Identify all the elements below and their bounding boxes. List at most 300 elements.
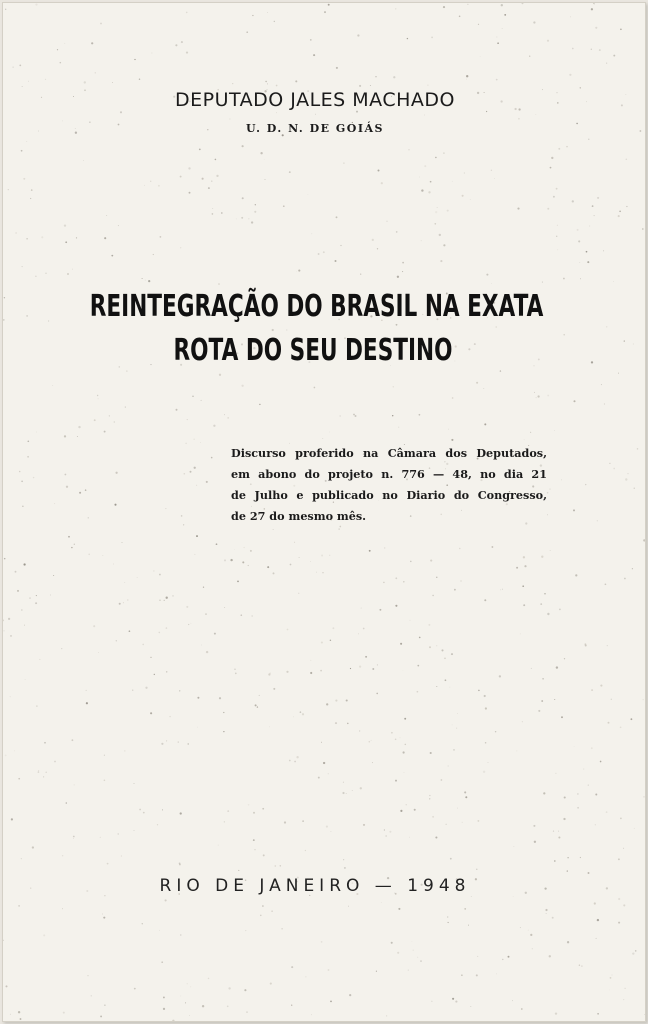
paper-speck <box>567 857 568 858</box>
paper-speck <box>599 49 601 51</box>
paper-speck <box>142 644 144 646</box>
paper-speck <box>435 836 437 838</box>
paper-speck <box>298 593 299 594</box>
paper-speck <box>190 987 191 988</box>
paper-speck <box>179 690 180 691</box>
paper-speck <box>310 39 312 41</box>
paper-speck <box>556 188 558 190</box>
paper-speck <box>305 850 306 851</box>
paper-speck <box>557 225 558 226</box>
paper-speck <box>604 404 605 405</box>
speech-note-line-4: de 27 do mesmo mês. <box>231 509 367 523</box>
paper-speck <box>255 704 257 706</box>
speech-note <box>231 443 547 527</box>
paper-speck <box>554 860 556 862</box>
paper-speck <box>358 634 359 635</box>
paper-speck <box>452 998 454 1000</box>
paper-speck <box>158 185 160 187</box>
paper-speck <box>196 485 197 486</box>
paper-speck <box>139 78 140 79</box>
paper-speck <box>336 67 338 69</box>
paper-speck <box>159 600 160 601</box>
paper-speck <box>485 742 487 744</box>
paper-speck <box>491 546 493 548</box>
paper-speck <box>36 431 37 432</box>
paper-speck <box>355 415 357 417</box>
paper-speck <box>494 178 495 179</box>
paper-speck <box>18 1011 20 1013</box>
paper-speck <box>417 957 418 958</box>
paper-speck <box>564 796 566 798</box>
paper-speck <box>19 65 21 67</box>
paper-speck <box>437 207 438 208</box>
paper-speck <box>393 76 395 78</box>
paper-speck <box>184 473 186 475</box>
paper-speck <box>104 431 106 433</box>
paper-speck <box>124 750 126 752</box>
paper-speck <box>259 695 260 696</box>
paper-speck <box>606 63 607 64</box>
paper-speck <box>321 742 322 743</box>
paper-speck <box>179 862 181 864</box>
paper-speck <box>596 938 597 939</box>
paper-speck <box>106 215 107 216</box>
paper-speck <box>554 699 555 700</box>
paper-speck <box>302 820 304 822</box>
paper-speck <box>531 668 532 669</box>
paper-speck <box>107 863 109 865</box>
paper-speck <box>464 791 466 793</box>
paper-speck <box>241 217 243 219</box>
paper-speck <box>377 248 378 249</box>
paper-speck <box>230 559 232 561</box>
paper-speck <box>295 80 297 82</box>
paper-speck <box>4 558 5 560</box>
paper-speck <box>544 593 545 594</box>
paper-speck <box>512 1000 513 1001</box>
paper-speck <box>262 905 264 907</box>
paper-speck <box>257 706 258 707</box>
paper-speck <box>386 835 387 836</box>
paper-speck <box>287 629 289 631</box>
paper-speck <box>250 550 252 552</box>
paper-speck <box>74 544 75 545</box>
paper-speck <box>320 670 322 672</box>
paper-speck <box>273 529 274 530</box>
paper-speck <box>501 4 503 6</box>
paper-speck <box>329 432 330 433</box>
paper-speck <box>443 152 445 154</box>
paper-speck <box>581 965 582 966</box>
paper-speck <box>161 961 163 963</box>
paper-speck <box>15 232 16 233</box>
paper-speck <box>166 627 168 629</box>
paper-speck <box>470 1006 471 1007</box>
paper-speck <box>232 83 233 84</box>
paper-speck <box>202 178 204 180</box>
paper-speck <box>554 430 555 431</box>
paper-speck <box>400 810 402 812</box>
paper-speck <box>421 189 423 191</box>
paper-speck <box>64 224 66 226</box>
paper-speck <box>293 716 294 717</box>
paper-speck <box>395 739 397 741</box>
paper-speck <box>264 159 265 160</box>
paper-speck <box>530 432 531 433</box>
paper-speck <box>464 908 466 910</box>
paper-speck <box>618 922 620 924</box>
paper-speck <box>484 599 486 601</box>
paper-speck <box>36 595 37 596</box>
paper-speck <box>330 640 331 641</box>
paper-speck <box>311 233 312 234</box>
paper-speck <box>462 195 464 197</box>
paper-speck <box>104 780 106 782</box>
paper-speck <box>180 176 182 178</box>
paper-speck <box>381 182 383 184</box>
paper-speck <box>585 644 587 646</box>
paper-speck <box>524 439 525 440</box>
paper-speck <box>564 658 565 659</box>
paper-speck <box>93 625 95 627</box>
paper-speck <box>403 581 405 583</box>
paper-speck <box>159 632 161 634</box>
paper-speck <box>435 211 437 213</box>
paper-speck <box>169 716 170 717</box>
paper-speck <box>321 641 323 643</box>
paper-speck <box>546 913 547 914</box>
paper-speck <box>5 9 6 10</box>
paper-speck <box>196 535 198 537</box>
paper-speck <box>45 771 47 773</box>
paper-speck <box>150 712 152 714</box>
paper-speck <box>199 148 201 150</box>
paper-speck <box>134 783 135 784</box>
paper-speck <box>310 672 312 674</box>
paper-speck <box>496 79 498 81</box>
paper-speck <box>98 652 99 653</box>
paper-speck <box>591 49 592 50</box>
paper-speck <box>499 675 501 677</box>
paper-speck <box>443 244 445 246</box>
paper-speck <box>95 72 96 73</box>
paper-speck <box>384 547 385 548</box>
paper-speck <box>613 468 615 470</box>
paper-speck <box>450 858 452 860</box>
paper-speck <box>318 253 320 255</box>
paper-speck <box>642 228 644 230</box>
paper-speck <box>476 974 478 976</box>
paper-speck <box>203 587 204 588</box>
paper-speck <box>588 785 589 786</box>
paper-speck <box>10 1014 11 1015</box>
paper-speck <box>83 160 84 161</box>
paper-speck <box>64 435 66 437</box>
paper-speck <box>194 554 195 555</box>
paper-speck <box>552 917 554 919</box>
paper-speck <box>414 809 416 811</box>
paper-speck <box>464 173 465 174</box>
paper-speck <box>154 674 155 675</box>
paper-speck <box>299 557 300 558</box>
paper-speck <box>352 790 353 791</box>
paper-speck <box>283 205 285 207</box>
paper-speck <box>100 837 101 838</box>
paper-speck <box>85 489 87 491</box>
paper-speck <box>238 870 239 871</box>
paper-speck <box>343 782 344 783</box>
paper-speck <box>236 219 237 220</box>
paper-speck <box>547 492 549 494</box>
paper-speck <box>594 4 595 5</box>
paper-speck <box>267 566 269 568</box>
paper-speck <box>585 484 586 485</box>
paper-speck <box>14 751 15 752</box>
paper-speck <box>296 271 297 272</box>
paper-speck <box>467 4 468 5</box>
paper-speck <box>462 822 463 823</box>
paper-speck <box>206 481 208 483</box>
paper-speck <box>26 141 27 142</box>
paper-speck <box>555 773 556 774</box>
paper-speck <box>221 212 223 214</box>
paper-speck <box>160 236 162 238</box>
paper-speck <box>224 414 225 415</box>
paper-speck <box>556 666 558 668</box>
paper-speck <box>88 517 89 518</box>
paper-speck <box>456 728 457 729</box>
paper-speck <box>159 574 161 576</box>
paper-speck <box>336 216 338 218</box>
paper-speck <box>573 400 575 402</box>
paper-speck <box>436 686 437 687</box>
paper-speck <box>359 666 361 668</box>
pamphlet-cover <box>2 2 646 1022</box>
paper-speck <box>350 668 351 669</box>
paper-speck <box>643 699 644 700</box>
paper-speck <box>234 669 235 670</box>
paper-speck <box>446 824 447 825</box>
paper-speck <box>372 668 374 670</box>
paper-speck <box>237 581 239 583</box>
paper-speck <box>77 436 78 437</box>
paper-speck <box>260 152 262 154</box>
paper-speck <box>111 255 113 257</box>
paper-speck <box>633 344 634 345</box>
paper-speck <box>335 700 337 702</box>
paper-speck <box>363 628 365 630</box>
paper-speck <box>240 614 242 616</box>
paper-speck <box>430 181 432 183</box>
paper-speck <box>53 575 54 576</box>
paper-speck <box>566 146 568 148</box>
paper-speck <box>632 568 633 569</box>
paper-speck <box>407 38 408 39</box>
paper-speck <box>634 828 635 829</box>
paper-speck <box>165 899 167 901</box>
paper-speck <box>451 653 453 655</box>
paper-speck <box>166 671 167 672</box>
paper-speck <box>123 602 124 603</box>
paper-speck <box>27 440 29 442</box>
place-and-year: RIO DE JANEIRO — 1948 <box>159 876 471 896</box>
paper-speck <box>76 237 77 238</box>
paper-speck <box>305 976 306 977</box>
paper-speck <box>563 278 565 280</box>
paper-speck <box>254 211 256 213</box>
paper-speck <box>500 589 501 590</box>
paper-speck <box>431 1001 432 1002</box>
paper-speck <box>192 395 194 397</box>
paper-speck <box>541 556 543 558</box>
paper-speck <box>603 251 604 252</box>
paper-speck <box>109 415 110 416</box>
paper-speck <box>573 509 575 511</box>
paper-speck <box>197 697 199 699</box>
paper-speck <box>567 870 568 871</box>
paper-speck <box>265 179 266 180</box>
paper-speck <box>323 762 325 764</box>
paper-speck <box>255 204 256 205</box>
paper-speck <box>335 722 337 724</box>
paper-speck <box>536 397 537 398</box>
paper-speck <box>397 952 399 954</box>
paper-speck <box>45 79 46 80</box>
paper-speck <box>429 798 430 799</box>
paper-speck <box>540 603 542 605</box>
paper-speck <box>483 388 484 389</box>
paper-speck <box>271 910 273 912</box>
paper-speck <box>359 730 360 731</box>
paper-speck <box>67 273 69 275</box>
paper-speck <box>459 16 461 18</box>
paper-speck <box>165 508 166 509</box>
paper-speck <box>10 635 12 637</box>
paper-speck <box>115 472 117 474</box>
paper-speck <box>64 474 66 476</box>
paper-speck <box>476 869 477 870</box>
paper-speck <box>408 970 409 971</box>
paper-speck <box>189 192 191 194</box>
paper-speck <box>321 941 323 943</box>
paper-speck <box>134 59 135 60</box>
paper-speck <box>145 687 147 689</box>
paper-speck <box>298 270 300 272</box>
paper-speck <box>121 855 122 856</box>
paper-speck <box>91 995 92 996</box>
paper-speck <box>188 167 190 169</box>
paper-speck <box>395 8 396 9</box>
paper-speck <box>268 673 270 675</box>
paper-speck <box>451 439 453 441</box>
paper-speck <box>396 231 398 233</box>
paper-speck <box>532 948 533 949</box>
paper-speck <box>431 37 433 39</box>
paper-speck <box>62 908 63 909</box>
paper-speck <box>522 585 524 587</box>
paper-speck <box>176 409 178 411</box>
paper-speck <box>419 414 421 416</box>
paper-speck <box>465 796 467 798</box>
paper-speck <box>520 634 521 635</box>
paper-speck <box>68 536 70 538</box>
paper-speck <box>618 215 620 217</box>
paper-speck <box>583 769 584 770</box>
paper-speck <box>318 777 320 779</box>
paper-speck <box>537 395 539 397</box>
paper-speck <box>284 821 286 823</box>
paper-speck <box>39 659 40 660</box>
paper-speck <box>38 770 39 771</box>
paper-speck <box>187 419 188 420</box>
paper-speck <box>113 564 114 565</box>
paper-speck <box>395 577 397 579</box>
paper-speck <box>159 930 160 931</box>
paper-speck <box>150 181 151 182</box>
paper-speck <box>448 922 449 923</box>
paper-speck <box>543 792 545 794</box>
paper-speck <box>632 952 634 954</box>
paper-speck <box>360 787 362 789</box>
paper-speck <box>625 478 627 480</box>
paper-speck <box>476 382 478 384</box>
paper-speck <box>273 688 275 690</box>
paper-speck <box>66 486 68 488</box>
paper-speck <box>579 964 580 965</box>
paper-speck <box>32 846 34 848</box>
paper-speck <box>572 200 574 202</box>
paper-speck <box>328 4 330 6</box>
paper-speck <box>508 956 510 958</box>
paper-speck <box>259 404 260 405</box>
paper-speck <box>384 830 385 831</box>
paper-speck <box>391 942 393 944</box>
paper-speck <box>79 492 81 494</box>
paper-speck <box>434 223 436 225</box>
paper-speck <box>134 988 136 990</box>
paper-speck <box>430 560 432 562</box>
paper-speck <box>372 762 373 763</box>
paper-speck <box>148 280 150 282</box>
paper-speck <box>580 857 581 858</box>
paper-speck <box>558 148 560 150</box>
paper-speck <box>12 66 13 67</box>
paper-speck <box>180 812 182 814</box>
paper-speck <box>497 37 498 38</box>
paper-speck <box>502 28 503 29</box>
paper-speck <box>315 114 316 115</box>
paper-speck <box>103 917 105 919</box>
paper-speck <box>360 274 361 275</box>
paper-speck <box>290 564 292 566</box>
paper-speck <box>597 520 598 521</box>
paper-speck <box>211 181 212 182</box>
paper-speck <box>244 547 245 548</box>
paper-speck <box>153 254 154 255</box>
paper-speck <box>194 439 195 440</box>
paper-speck <box>44 742 46 744</box>
paper-speck <box>624 988 625 989</box>
paper-speck <box>586 251 588 253</box>
paper-speck <box>142 278 143 279</box>
paper-speck <box>563 818 565 820</box>
paper-speck <box>412 941 413 942</box>
paper-speck <box>608 722 610 724</box>
paper-speck <box>486 111 487 112</box>
paper-speck <box>549 488 550 489</box>
paper-speck <box>447 210 449 212</box>
paper-speck <box>577 793 578 794</box>
